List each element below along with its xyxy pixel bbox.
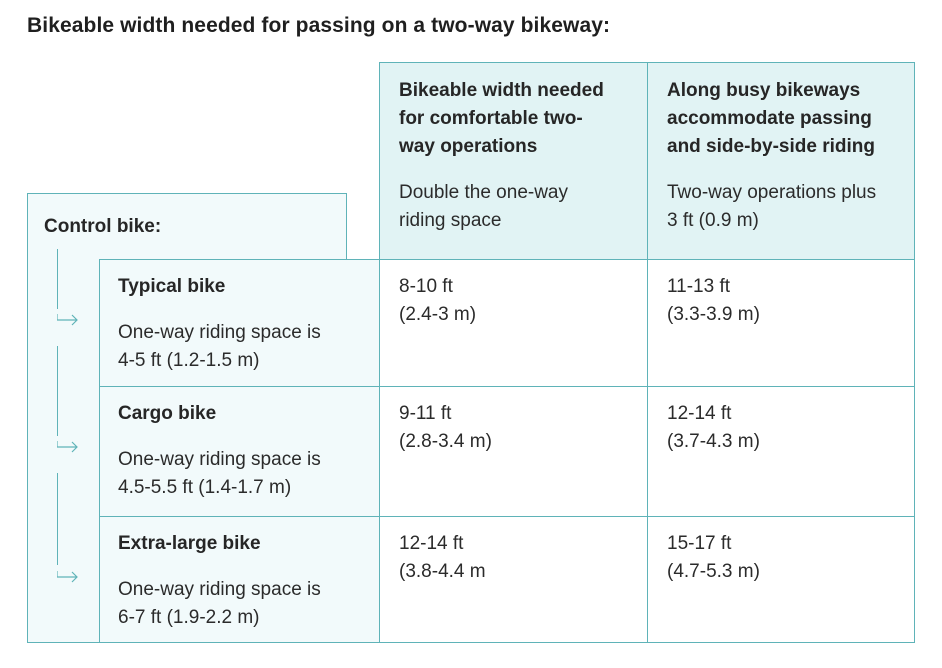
table-cell bbox=[379, 516, 648, 643]
table-cell bbox=[647, 386, 915, 517]
width-value: 11-13 ft (3.3-3.9 m) bbox=[667, 276, 760, 325]
arrow-right-icon bbox=[57, 441, 79, 453]
table-cell bbox=[647, 516, 915, 643]
page-title: Bikeable width needed for passing on a two-way bikeway: bbox=[27, 14, 611, 37]
table-cell bbox=[379, 386, 648, 517]
table-cell bbox=[647, 259, 915, 387]
control-bike-label: Control bike: bbox=[44, 216, 162, 237]
row-label-extra-large-bike bbox=[99, 516, 380, 643]
column-subheading: Double the one-way riding space bbox=[399, 182, 568, 231]
row-label-cargo-bike bbox=[99, 386, 380, 517]
arrow-right-icon bbox=[57, 314, 79, 326]
tree-connector bbox=[57, 346, 58, 436]
width-value: 8-10 ft (2.4-3 m) bbox=[399, 276, 477, 325]
tree-connector bbox=[57, 473, 58, 565]
arrow-right-icon bbox=[57, 571, 79, 583]
width-value: 15-17 ft (4.7-5.3 m) bbox=[667, 533, 760, 582]
bike-name: Extra-large bike bbox=[118, 533, 261, 554]
riding-space: One-way riding space is 4.5-5.5 ft (1.4-1.7 m) bbox=[118, 449, 321, 498]
width-value: 9-11 ft (2.8-3.4 m) bbox=[399, 403, 492, 452]
riding-space: One-way riding space is 4-5 ft (1.2-1.5 m) bbox=[118, 322, 321, 371]
tree-connector bbox=[57, 249, 58, 309]
row-label-typical-bike bbox=[99, 259, 380, 387]
column-heading: Bikeable width needed for comfortable two- way operations bbox=[399, 80, 604, 157]
bike-name: Typical bike bbox=[118, 276, 226, 297]
column-header-busy bbox=[647, 62, 915, 260]
table-cell bbox=[379, 259, 648, 387]
riding-space: One-way riding space is 6-7 ft (1.9-2.2 m) bbox=[118, 579, 321, 628]
width-value: 12-14 ft (3.8-4.4 m bbox=[399, 533, 486, 582]
column-subheading: Two-way operations plus 3 ft (0.9 m) bbox=[667, 182, 877, 231]
column-header-comfortable bbox=[379, 62, 648, 260]
column-heading: Along busy bikeways accommodate passing and side-by-side riding bbox=[667, 80, 875, 157]
bike-name: Cargo bike bbox=[118, 403, 217, 424]
width-value: 12-14 ft (3.7-4.3 m) bbox=[667, 403, 760, 452]
